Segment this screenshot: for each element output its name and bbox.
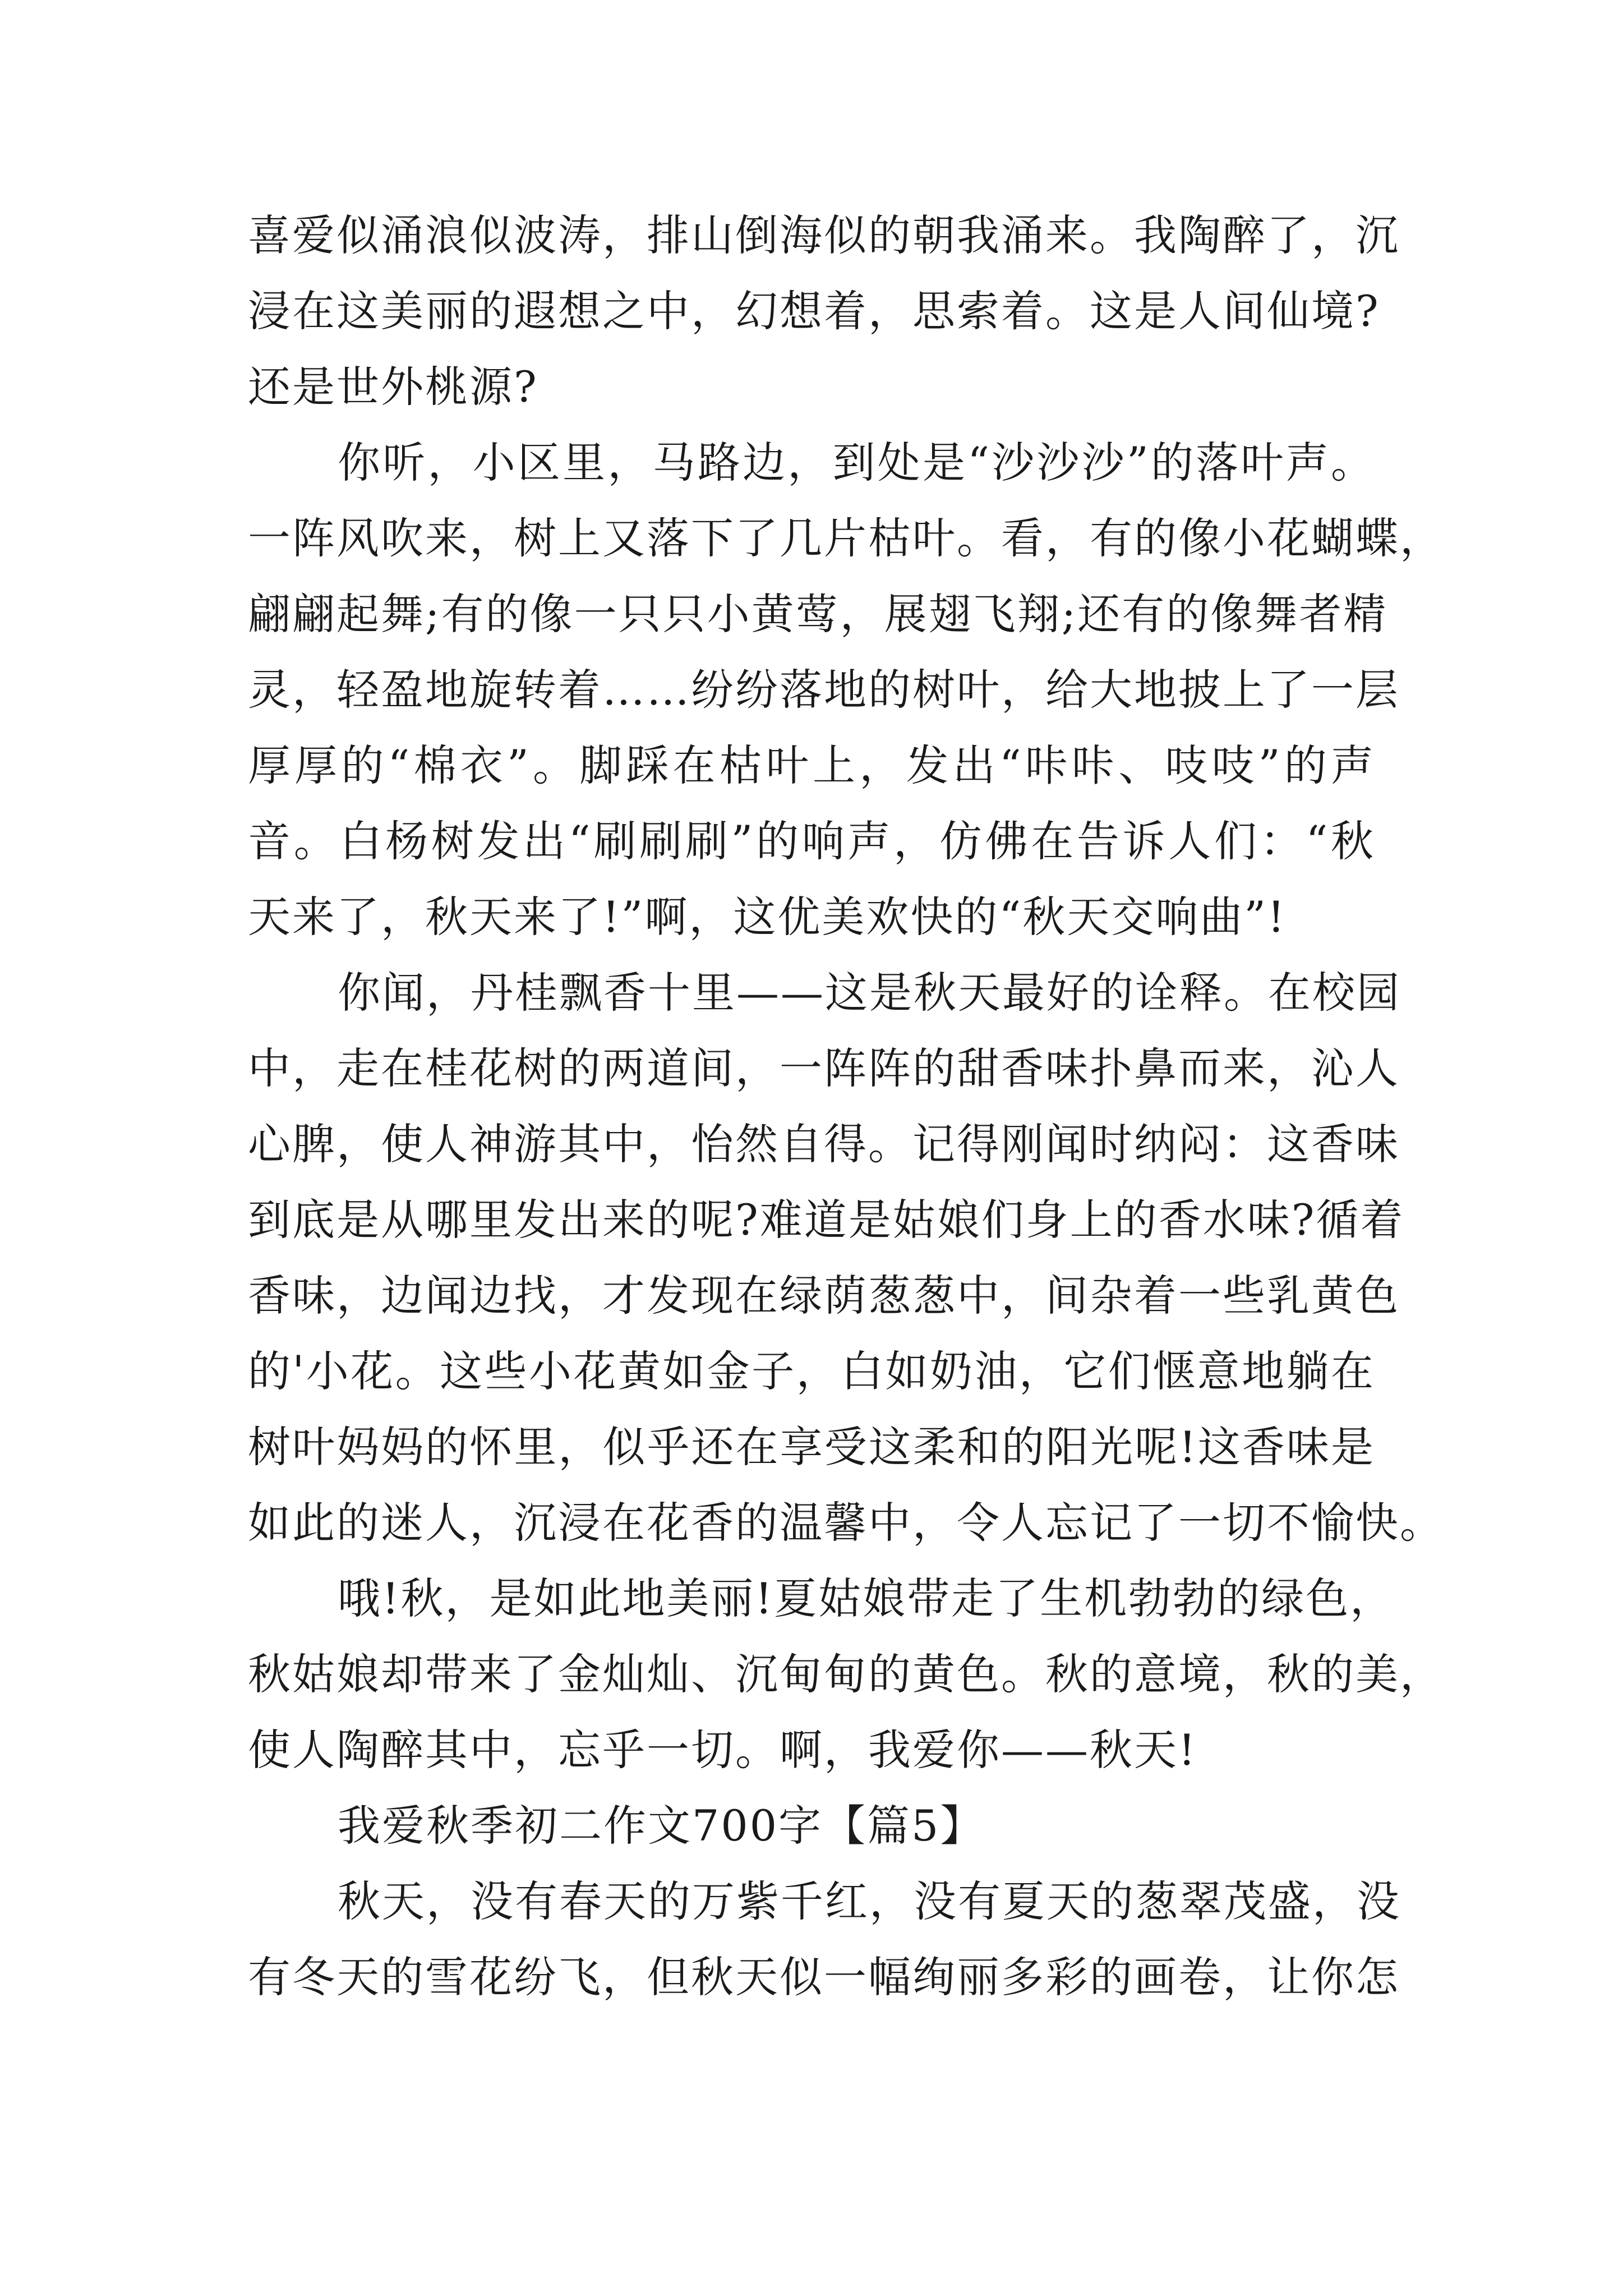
text-line: 天来了，秋天来了!”啊，这优美欢快的“秋天交响曲”! — [248, 892, 1287, 942]
text-line: 使人陶醉其中，忘乎一切。啊，我爱你——秋天! — [248, 1725, 1197, 1775]
paragraph-start-line: 秋天，没有春天的万紫千红，没有夏天的葱翠茂盛，没 — [338, 1876, 1401, 1926]
text-line: 秋姑娘却带来了金灿灿、沉甸甸的黄色。秋的意境，秋的美， — [248, 1649, 1444, 1699]
paragraph-start-line: 你闻，丹桂飘香十里——这是秋天最好的诠释。在校园 — [338, 968, 1401, 1018]
text-line: 到底是从哪里发出来的呢?难道是姑娘们身上的香水味?循着 — [248, 1195, 1405, 1245]
text-line: 厚厚的“棉衣”。脚踩在枯叶上，发出“咔咔、吱吱”的声 — [248, 740, 1375, 790]
text-line: 还是世外桃源? — [248, 362, 538, 412]
text-line: 音。白杨树发出“刷刷刷”的响声，仿佛在告诉人们：“秋 — [248, 816, 1375, 866]
text-line: 一阵风吹来，树上又落下了几片枯叶。看，有的像小花蝴蝶， — [248, 513, 1444, 563]
paragraph-start-line: 哦!秋，是如此地美丽!夏姑娘带走了生机勃勃的绿色， — [338, 1573, 1395, 1623]
paragraph-start-line: 你听，小区里，马路边，到处是“沙沙沙”的落叶声。 — [338, 438, 1375, 487]
text-line: 有冬天的雪花纷飞，但秋天似一幅绚丽多彩的画卷，让你怎 — [248, 1952, 1400, 2002]
section-heading: 我爱秋季初二作文700字【篇5】 — [338, 1801, 985, 1851]
text-line: 树叶妈妈的怀里，似乎还在享受这柔和的阳光呢!这香味是 — [248, 1422, 1375, 1472]
text-line: 翩翩起舞;有的像一只只小黄莺，展翅飞翔;还有的像舞者精 — [248, 589, 1388, 639]
text-line: 中，走在桂花树的两道间，一阵阵的甜香味扑鼻而来，沁人 — [248, 1043, 1400, 1093]
text-line: 灵，轻盈地旋转着……纷纷落地的树叶，给大地披上了一层 — [248, 665, 1400, 715]
text-line: 的'小花。这些小花黄如金子，白如奶油，它们惬意地躺在 — [248, 1346, 1375, 1396]
text-line: 如此的迷人，沉浸在花香的温馨中，令人忘记了一切不愉快。 — [248, 1498, 1444, 1548]
text-line: 心脾，使人神游其中，怡然自得。记得刚闻时纳闷：这香味 — [248, 1119, 1400, 1169]
text-line: 喜爱似涌浪似波涛，排山倒海似的朝我涌来。我陶醉了，沉 — [248, 210, 1400, 260]
document-body — [248, 197, 1444, 2015]
text-line: 香味，边闻边找，才发现在绿荫葱葱中，间杂着一些乳黄色 — [248, 1271, 1400, 1320]
text-line: 浸在这美丽的遐想之中，幻想着，思索着。这是人间仙境? — [248, 286, 1380, 336]
